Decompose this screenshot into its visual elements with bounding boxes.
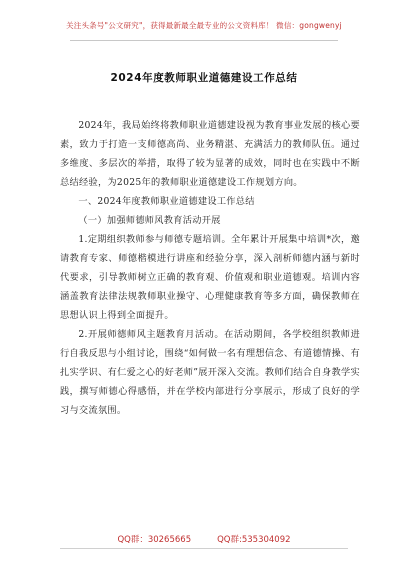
document-title: 2024年度教师职业道德建设工作总结 [110, 72, 298, 84]
footer-contacts [0, 533, 408, 545]
paragraph-theme-month: 2.开展师德师风主题教育月活动。在活动期间，各学校组织教师进行自我反思与小组讨论，围绕“如何做一名有理想信念、有道德情操、有扎实学识、有仁爱之心的好老师”展开深入交流。教师们结合自身教学实践，撰写师德心得感悟，并在学校内部进行分享展示，形成了良好的学习与交流氛围。 [60, 329, 360, 416]
footer-divider [60, 548, 348, 549]
footer-qq-group-1: QQ群：30265665 [117, 535, 192, 545]
subsection-heading: （一）加强师德师风教育活动开展 [78, 215, 221, 226]
paragraph-intro: 2024年，我局始终将教师职业道德建设视为教育事业发展的核心要素，致力于打造一支师德高尚、业务精湛、充满活力的教师队伍。通过多维度、多层次的举措，取得了较为显著的成效，同时也在实践中不断总结经验，为2025年的教师职业道德建设工作规划方向。 [60, 120, 360, 188]
header-banner: 关注头条号"公文研究"，获得最新最全最专业的公文资料库！ 微信：gongwenyj [66, 21, 342, 30]
section-heading: 一、2024年度教师职业道德建设工作总结 [78, 196, 255, 207]
footer-qq-group-2: QQ群:535304092 [217, 535, 291, 545]
header-divider [70, 40, 338, 41]
paragraph-training: 1.定期组织教师参与师德专题培训。全年累计开展集中培训*次，邀请教育专家、师德楷模进行讲座和经验分享，深入剖析师德内涵与新时代要求，引导教师树立正确的教育观、价值观和职业道德观。培训内容涵盖教育法律法规教师职业操守、心理健康教育等多方面，确保教师在思想认识上得到全面提升。 [60, 234, 360, 321]
document-body [60, 116, 360, 420]
